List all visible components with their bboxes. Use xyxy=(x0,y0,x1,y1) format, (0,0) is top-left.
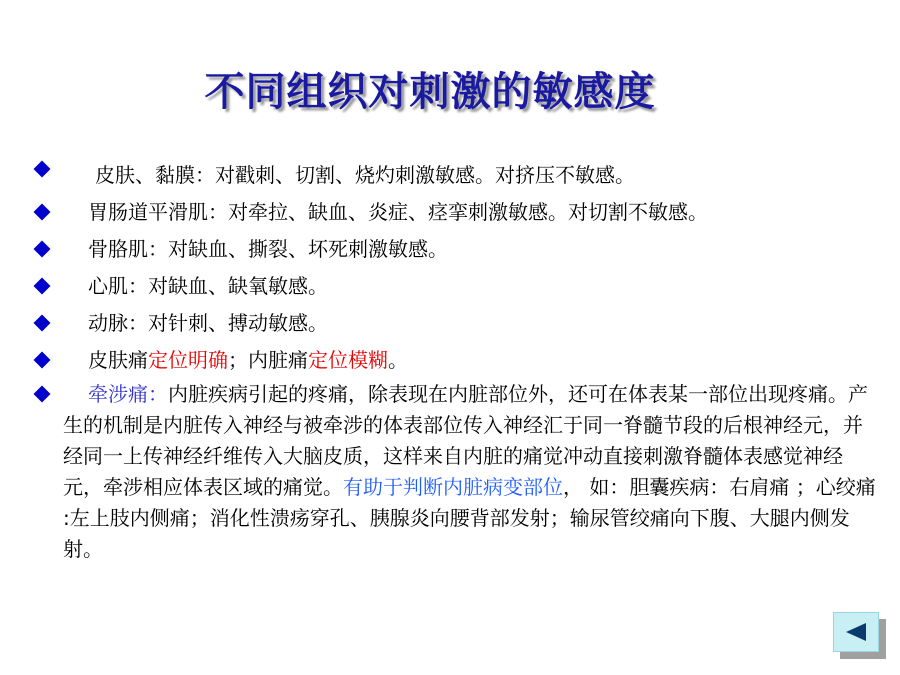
slide-title: 不同组织对刺激的敏感度 xyxy=(204,69,656,115)
bullet-emphasis-red: 定位模糊 xyxy=(308,348,388,372)
referred-pain-term: 牵涉痛： xyxy=(88,382,168,406)
triangle-left-icon xyxy=(846,623,866,641)
referred-pain-examples: ， 如：胆囊疾病：右肩痛 ；心绞痛 :左上肢内侧痛；消化性溃疡穿孔、胰腺炎向腰背部发射；输尿管绞痛向下腹、大腿内侧发射。 xyxy=(63,475,876,561)
diamond-bullet-icon xyxy=(34,315,51,332)
bullet-item-cardiac-muscle xyxy=(28,268,878,304)
bullet-text: 胃肠道平滑肌：对牵拉、缺血、炎症、痉挛刺激敏感。对切割不敏感。 xyxy=(88,200,708,224)
bullet-item-artery xyxy=(28,305,878,341)
bullet-text: 皮肤、黏膜：对戳刺、切割、烧灼刺激敏感。对挤压不敏感。 xyxy=(95,163,635,187)
referred-pain-highlight: 有助于判断内脏病变部位 xyxy=(343,475,563,499)
previous-slide-button[interactable] xyxy=(833,612,879,652)
diamond-bullet-icon xyxy=(34,161,51,178)
diamond-bullet-icon xyxy=(34,204,51,221)
bullet-text: 动脉：对针刺、搏动敏感。 xyxy=(88,311,328,335)
bullet-item-skin xyxy=(28,157,878,193)
bullet-item-skeletal-muscle xyxy=(28,231,878,267)
bullet-emphasis-red: 定位明确 xyxy=(148,348,228,372)
bullet-item-referred-pain xyxy=(28,379,878,565)
bullet-list xyxy=(28,157,878,566)
bullet-text-part: 皮肤痛 xyxy=(88,348,148,372)
diamond-bullet-icon xyxy=(34,352,51,369)
referred-pain-body: 内脏疾病引起的疼痛，除表现在内脏部位外，还可在体表某一部位出现疼痛。产生的机制是内脏传入神经与被牵涉的体表部位传入神经汇于同一脊髓节段的后根神经元，并经同一上传神经纤维传入大脑皮质，这样来自内脏的痛觉冲动直接刺激脊髓体表感觉神经元，牵涉相应体表区域的痛觉。 xyxy=(63,382,868,499)
bullet-text: 骨胳肌：对缺血、撕裂、坏死刺激敏感。 xyxy=(88,237,448,261)
diamond-bullet-icon xyxy=(34,241,51,258)
bullet-text: 心肌：对缺血、缺氧敏感。 xyxy=(88,274,328,298)
bullet-item-gi-smooth-muscle xyxy=(28,194,878,230)
diamond-bullet-icon xyxy=(34,386,51,403)
diamond-bullet-icon xyxy=(34,278,51,295)
bullet-item-pain-localization xyxy=(28,342,878,378)
bullet-text-part: ；内脏痛 xyxy=(228,348,308,372)
referred-pain-paragraph xyxy=(63,379,878,565)
bullet-text-part: 。 xyxy=(388,348,408,372)
